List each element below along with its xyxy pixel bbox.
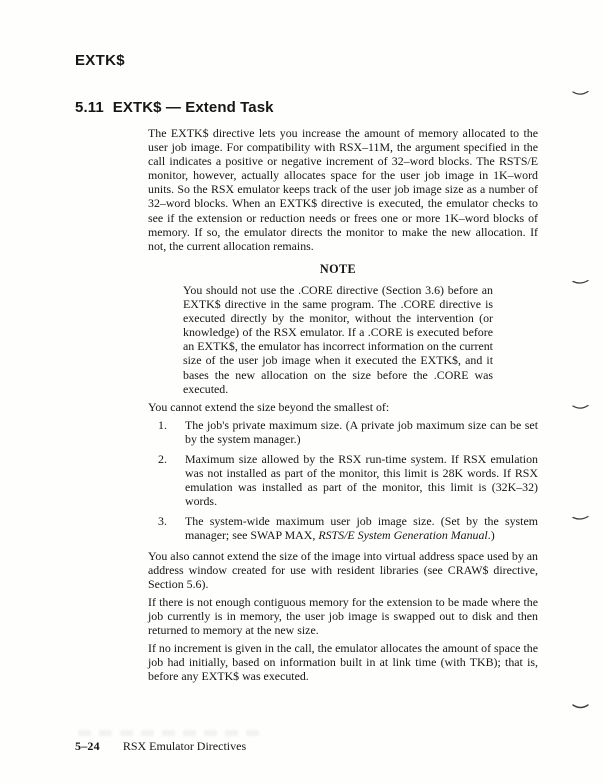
intro-paragraph: The EXTK$ directive lets you increase the amount of memory allocated to the user job image. For compatibility with RSX–11M, the argument specified in the call indicates a positive or negative increment of 32–word blocks. The RSTS/E monitor, however, actually allocates space for the user job image in 1K–word units. So the RSX emulator keeps track of the user job image size as a number of 32–word blocks. When an EXTK$ directive is executed, the emulator checks to see if the extension or reduction needs or frees one or more 1K–word blocks of memory. If so, the emulator directs the monitor to make the new allocation. If not, the current allocation remains. [148, 126, 538, 253]
section-title: EXTK$ — Extend Task [112, 99, 274, 116]
body-paragraph: You also cannot extend the size of the image into virtual address space used by an address window created for use with resident libraries (see CRAW$ directive, Section 5.6). [148, 548, 538, 591]
list-item-text-pre: The system-wide maximum user job image size. (Set by the system manager; see SWAP MAX, [185, 514, 538, 543]
scan-mark [572, 515, 589, 522]
footer-chapter-title: RSX Emulator Directives [122, 739, 247, 753]
list-item-number: 2. [158, 451, 167, 466]
list-item-text-post: .) [487, 528, 495, 543]
scan-mark [572, 404, 589, 411]
list-item-number: 3. [158, 514, 167, 529]
list-item-number: 1. [158, 417, 167, 432]
page-footer [75, 739, 246, 753]
list-item [148, 514, 538, 542]
list-item [148, 418, 538, 446]
scan-mark [572, 279, 589, 286]
note-block [148, 262, 538, 396]
list-item [148, 452, 538, 508]
scan-mark [572, 90, 589, 97]
body-column [148, 126, 538, 687]
list-item-text [185, 514, 538, 542]
manual-title-italic: RSTS/E System Generation Manual [318, 528, 488, 543]
list-intro: You cannot extend the size beyond the smallest of: [148, 399, 390, 414]
list-item-text: Maximum size allowed by the RSX run-time system. If RSX emulation was not installed as part of the monitor, this limit is 28K words. If RSX emulation was installed as part of the monitor, this limit is (32K–32) words. [185, 451, 538, 509]
body-paragraph: If there is not enough contiguous memory for the extension to be made where the job currently is in memory, the user job image is swapped out to disk and then returned to memory at the new size. [148, 594, 538, 637]
footer-page-number: 5–24 [75, 739, 100, 753]
section-heading [75, 100, 274, 117]
constraint-list [148, 418, 538, 543]
body-paragraph: If no increment is given in the call, the emulator allocates the amount of space the job had initially, based on information built in at link time (with TKB); that is, before any EXTK$ was executed. [148, 641, 538, 684]
scan-mark [572, 703, 589, 710]
note-body: You should not use the .CORE directive (Section 3.6) before an EXTK$ directive in the same program. The .CORE directive is executed directly by the monitor, without the intervention (or knowledge) of the RSX emulator. If a .CORE is executed before an EXTK$, the emulator has incorrect information on the current size of the user job image when it executed the EXTK$, and it bases the new allocation on the size before the .CORE was executed. [183, 282, 493, 396]
bleed-through-artifact [78, 730, 260, 736]
list-item-text: The job's private maximum size. (A private job maximum size can be set by the system manager.) [185, 417, 538, 446]
running-header: EXTK$ [75, 52, 125, 69]
section-number: 5.11 [75, 99, 104, 116]
note-heading: NOTE [319, 261, 357, 276]
